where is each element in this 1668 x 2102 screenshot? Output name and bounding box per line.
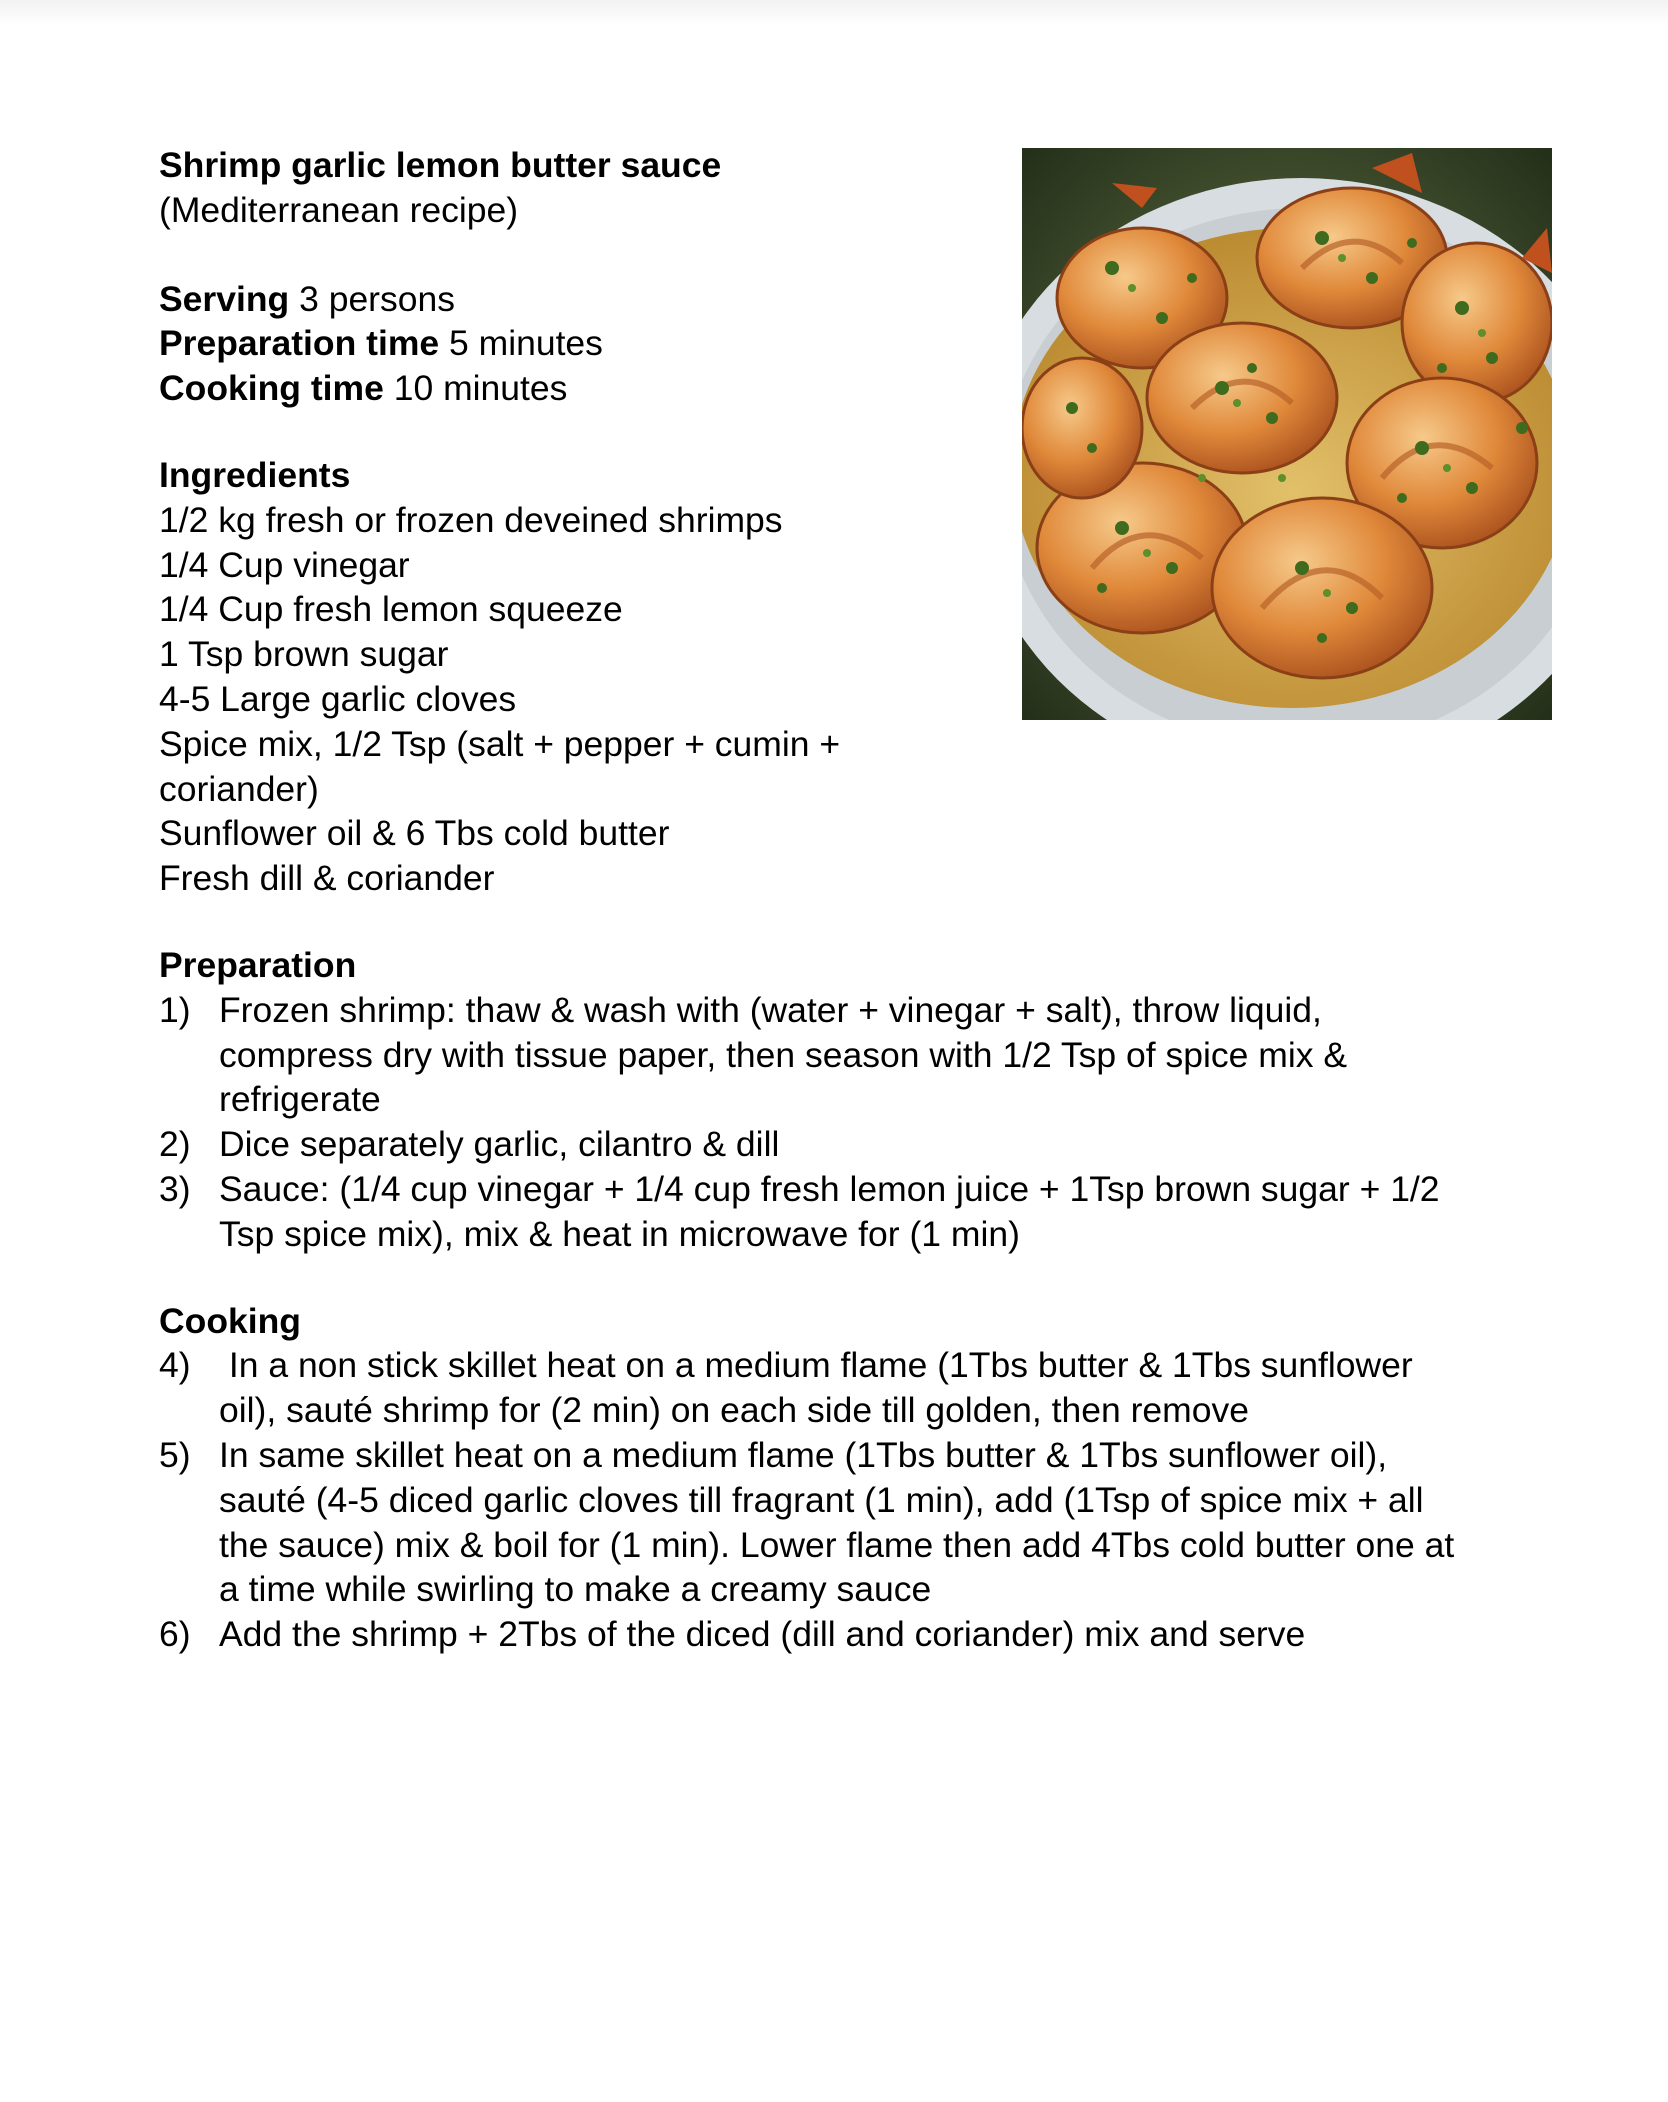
preparation-steps <box>159 988 1519 1257</box>
cooking-steps <box>159 1343 1519 1657</box>
top-shadow <box>0 0 1668 26</box>
step-text-line: In same skillet heat on a medium flame (1Tbs butter & 1Tbs sunflower oil), <box>219 1434 1388 1475</box>
step-text-line: Sauce: (1/4 cup vinegar + 1/4 cup fresh lemon juice + 1Tsp brown sugar + 1/2 <box>219 1168 1440 1209</box>
ingredient-line: Spice mix, 1/2 Tsp (salt + pepper + cumin + <box>159 723 841 764</box>
step-text-line: sauté (4-5 diced garlic cloves till fragrant (1 min), add (1Tsp of spice mix + all <box>219 1479 1424 1520</box>
step-item <box>159 1122 1519 1167</box>
recipe-title: Shrimp garlic lemon butter sauce <box>159 145 722 185</box>
step-number: 3) <box>159 1168 191 1209</box>
step-number: 6) <box>159 1614 191 1655</box>
step-text-line: a time while swirling to make a creamy sauce <box>219 1569 932 1610</box>
recipe-subtitle: (Mediterranean recipe) <box>159 189 519 230</box>
ingredient-line: Fresh dill & coriander <box>159 858 495 899</box>
meta-cooking-label: Cooking time <box>159 368 384 409</box>
meta-preparation-label: Preparation time <box>159 323 440 364</box>
step-number: 2) <box>159 1124 191 1165</box>
shrimp-dish-photo <box>1022 148 1552 720</box>
step-number: 4) <box>159 1345 191 1386</box>
step-text-line: the sauce) mix & boil for (1 min). Lower flame then add 4Tbs cold butter one at <box>219 1524 1455 1565</box>
step-item <box>159 1433 1519 1612</box>
step-text-line: In a non stick skillet heat on a medium flame (1Tbs butter & 1Tbs sunflower <box>219 1345 1413 1386</box>
ingredient-line: 1/2 kg fresh or frozen deveined shrimps <box>159 499 783 540</box>
step-item <box>159 1612 1519 1657</box>
ingredient-line: 1/4 Cup fresh lemon squeeze <box>159 589 623 630</box>
preparation-heading: Preparation <box>159 944 357 985</box>
meta-serving-label: Serving <box>159 278 290 319</box>
ingredient-line: Sunflower oil & 6 Tbs cold butter <box>159 813 670 854</box>
step-text-line: oil), sauté shrimp for (2 min) on each side till golden, then remove <box>219 1390 1249 1431</box>
step-text-line: Frozen shrimp: thaw & wash with (water + vinegar + salt), throw liquid, <box>219 989 1322 1030</box>
ingredient-line: 1/4 Cup vinegar <box>159 544 410 585</box>
step-number: 1) <box>159 989 191 1030</box>
ingredient-line: 1 Tsp brown sugar <box>159 634 449 675</box>
ingredients-heading: Ingredients <box>159 454 351 495</box>
step-text-line: compress dry with tissue paper, then season with 1/2 Tsp of spice mix & <box>219 1034 1347 1075</box>
step-text-line: Tsp spice mix), mix & heat in microwave for (1 min) <box>219 1213 1020 1254</box>
step-item <box>159 1343 1519 1433</box>
cooking-heading: Cooking <box>159 1300 301 1341</box>
meta-preparation-value: 5 minutes <box>449 323 603 364</box>
ingredient-line: 4-5 Large garlic cloves <box>159 678 517 719</box>
ingredient-line: coriander) <box>159 768 319 809</box>
meta-cooking-value: 10 minutes <box>393 368 568 409</box>
step-text-line: Add the shrimp + 2Tbs of the diced (dill and coriander) mix and serve <box>219 1614 1306 1655</box>
step-item <box>159 1167 1519 1257</box>
step-text-line: Dice separately garlic, cilantro & dill <box>219 1124 780 1165</box>
step-item <box>159 988 1519 1122</box>
step-text-line: refrigerate <box>219 1079 381 1120</box>
step-number: 5) <box>159 1434 191 1475</box>
meta-serving-value: 3 persons <box>299 278 455 319</box>
